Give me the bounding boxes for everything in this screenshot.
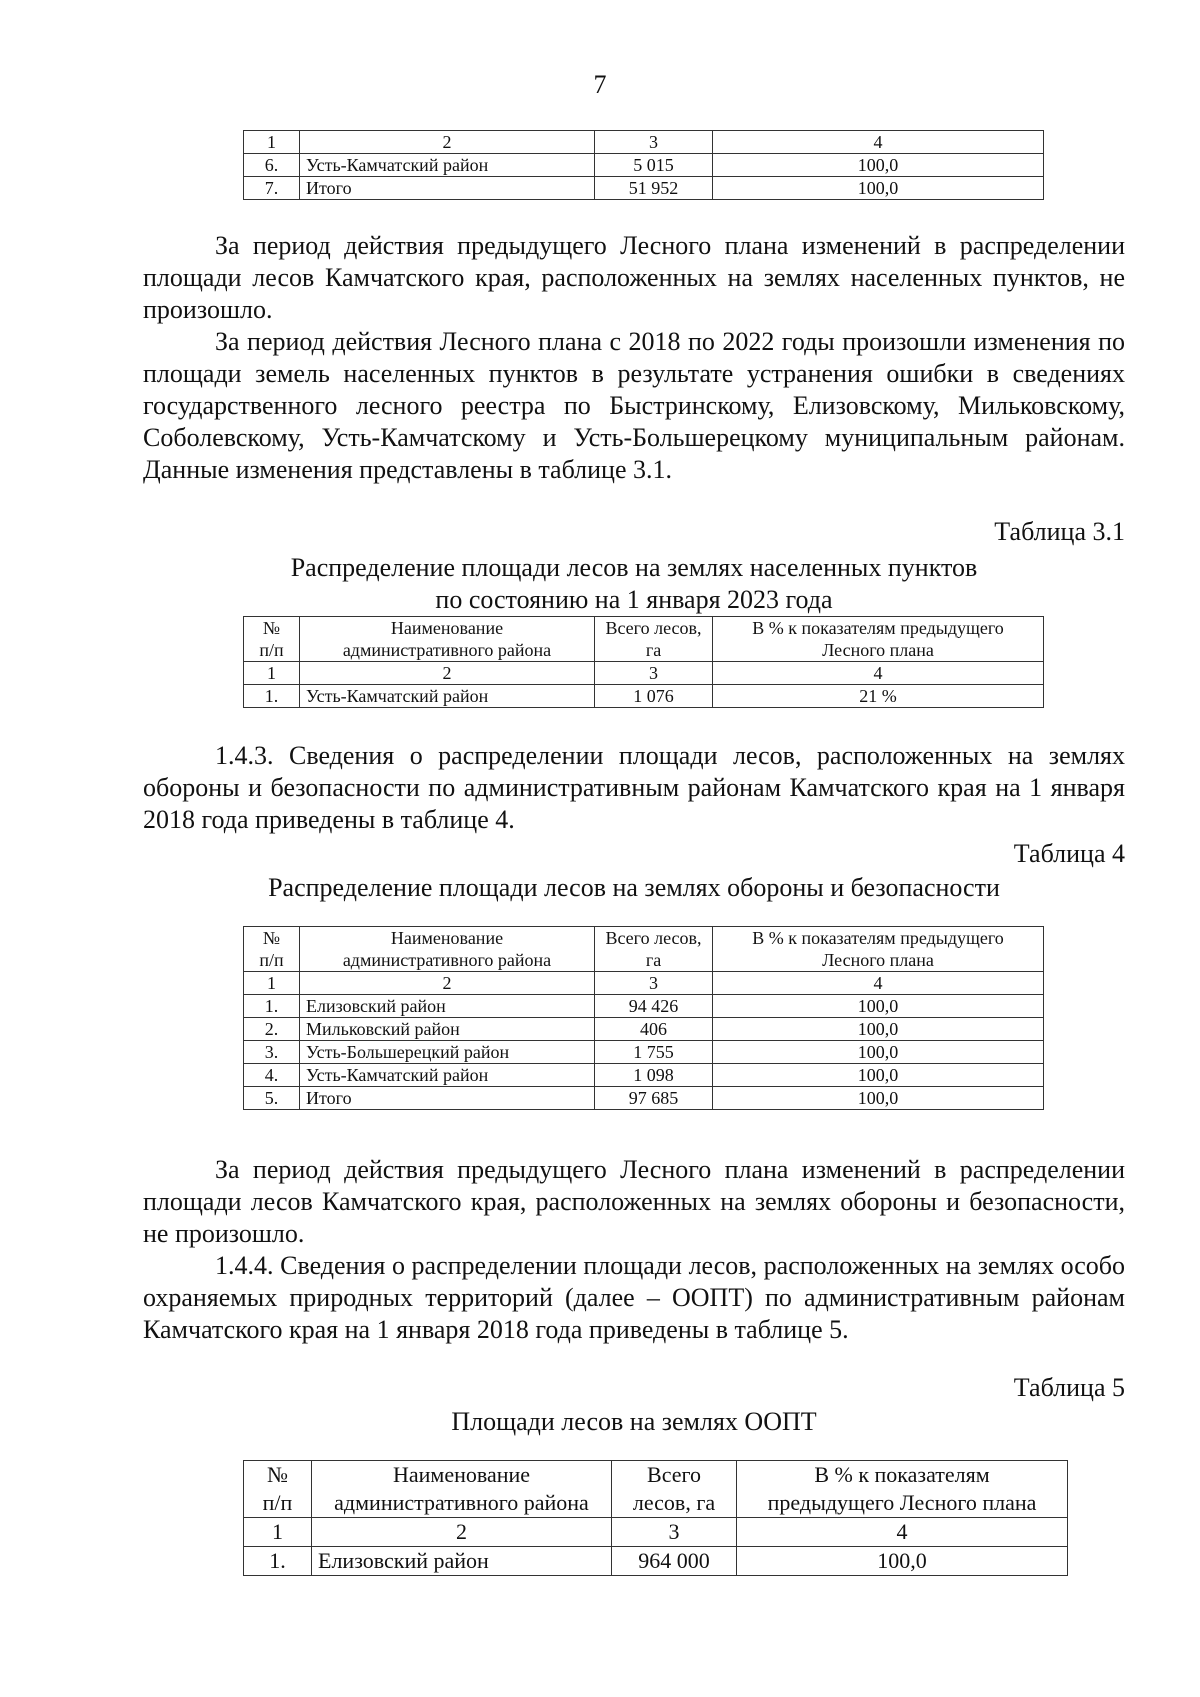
cell: 4 bbox=[737, 1518, 1068, 1547]
table-row bbox=[244, 1518, 1068, 1547]
cell: 7. bbox=[244, 177, 300, 200]
cell: 1 bbox=[244, 662, 300, 685]
table-3-1-label: Таблица 3.1 bbox=[994, 517, 1125, 546]
table-5 bbox=[243, 1460, 1068, 1576]
cell: 1 076 bbox=[595, 685, 713, 708]
cell: 406 bbox=[595, 1018, 713, 1041]
cell: 5. bbox=[244, 1087, 300, 1110]
cell: 4 bbox=[713, 972, 1044, 995]
cell: 1 bbox=[244, 131, 300, 154]
cell: 100,0 bbox=[737, 1547, 1068, 1576]
cell: 6. bbox=[244, 154, 300, 177]
cell: 100,0 bbox=[713, 1087, 1044, 1110]
table-3-1-title-line2: по состоянию на 1 января 2023 года bbox=[435, 585, 833, 614]
header-cell: Наименование административного района bbox=[312, 1461, 612, 1518]
header-cell: Всего лесов, га bbox=[595, 617, 713, 662]
table-row bbox=[244, 972, 1044, 995]
table-header-row bbox=[244, 927, 1044, 972]
table-row bbox=[244, 131, 1044, 154]
table-4-label: Таблица 4 bbox=[1013, 839, 1125, 868]
paragraph-1: За период действия предыдущего Лесного плана изменений в распределении площади лесов Камчатского края, расположенных на землях населенных пунктов, не произошло. bbox=[143, 231, 1125, 324]
cell: Итого bbox=[300, 1087, 595, 1110]
table-row bbox=[244, 995, 1044, 1018]
cell: 2 bbox=[300, 131, 595, 154]
cell: 2 bbox=[300, 662, 595, 685]
cell: 3 bbox=[595, 972, 713, 995]
table-4-title: Распределение площади лесов на землях обороны и безопасности bbox=[268, 873, 1000, 902]
header-cell: Всего лесов, га bbox=[612, 1461, 737, 1518]
cell: 4 bbox=[713, 131, 1044, 154]
cell: 3 bbox=[595, 662, 713, 685]
cell: 2. bbox=[244, 1018, 300, 1041]
header-cell: В % к показателям предыдущего Лесного плана bbox=[713, 927, 1044, 972]
cell: 5 015 bbox=[595, 154, 713, 177]
cell: Елизовский район bbox=[312, 1547, 612, 1576]
cell: 2 bbox=[300, 972, 595, 995]
cell: 3 bbox=[612, 1518, 737, 1547]
table-row bbox=[244, 1087, 1044, 1110]
header-cell: Наименование административного района bbox=[300, 927, 595, 972]
cell: 1 098 bbox=[595, 1064, 713, 1087]
cell: 964 000 bbox=[612, 1547, 737, 1576]
table-row bbox=[244, 685, 1044, 708]
table-4 bbox=[243, 926, 1044, 1110]
table-5-label: Таблица 5 bbox=[1013, 1373, 1125, 1402]
header-cell: Всего лесов, га bbox=[595, 927, 713, 972]
table-header-row bbox=[244, 617, 1044, 662]
header-cell: № п/п bbox=[244, 1461, 312, 1518]
cell: Усть-Камчатский район bbox=[300, 1064, 595, 1087]
cell: 97 685 bbox=[595, 1087, 713, 1110]
cell: Усть-Камчатский район bbox=[300, 154, 595, 177]
table-row bbox=[244, 1064, 1044, 1087]
cell: 1 bbox=[244, 1518, 312, 1547]
cell: 1 bbox=[244, 972, 300, 995]
table-header-row bbox=[244, 1461, 1068, 1518]
table-row bbox=[244, 662, 1044, 685]
cell: 51 952 bbox=[595, 177, 713, 200]
cell: 4 bbox=[713, 662, 1044, 685]
header-cell: № п/п bbox=[244, 617, 300, 662]
table-row bbox=[244, 1547, 1068, 1576]
header-cell: В % к показателям предыдущего Лесного плана bbox=[737, 1461, 1068, 1518]
cell: 1 755 bbox=[595, 1041, 713, 1064]
table-3-1 bbox=[243, 616, 1044, 708]
cell: 100,0 bbox=[713, 154, 1044, 177]
cell: Усть-Большерецкий район bbox=[300, 1041, 595, 1064]
header-cell: Наименование административного района bbox=[300, 617, 595, 662]
cell: Мильковский район bbox=[300, 1018, 595, 1041]
table-3-1-title-line1: Распределение площади лесов на землях населенных пунктов bbox=[290, 553, 978, 582]
table-5-title: Площади лесов на землях ООПТ bbox=[451, 1407, 817, 1436]
cell: 3 bbox=[595, 131, 713, 154]
cell: 100,0 bbox=[713, 177, 1044, 200]
paragraph-4: За период действия предыдущего Лесного плана изменений в распределении площади лесов Камчатского края, расположенных на землях обороны и безопасности, не произошло. bbox=[143, 1155, 1125, 1248]
cell: 94 426 bbox=[595, 995, 713, 1018]
table-row bbox=[244, 1018, 1044, 1041]
cell: 4. bbox=[244, 1064, 300, 1087]
cell: 1. bbox=[244, 685, 300, 708]
cell: Итого bbox=[300, 177, 595, 200]
table-row bbox=[244, 1041, 1044, 1064]
table-row bbox=[244, 177, 1044, 200]
paragraph-2: За период действия Лесного плана с 2018 по 2022 годы произошли изменения по площади земель населенных пунктов в результате устранения ошибки в сведениях государственного лесного реестра по Быстринскому, Елизовскому, Мильковскому, Соболевскому, Усть-Камчатскому и Усть-Большерецкому муниципальным районам. Данные изменения представлены в таблице 3.1. bbox=[143, 327, 1125, 484]
cell: 3. bbox=[244, 1041, 300, 1064]
cell: 100,0 bbox=[713, 1064, 1044, 1087]
cell: 1. bbox=[244, 1547, 312, 1576]
table-continued bbox=[243, 130, 1044, 200]
cell: Усть-Камчатский район bbox=[300, 685, 595, 708]
paragraph-5: 1.4.4. Сведения о распределении площади лесов, расположенных на землях особо охраняемых природных территорий (далее – ООПТ) по административным районам Камчатского края на 1 января 2018 года приведены в таблице 5. bbox=[143, 1251, 1125, 1344]
cell: 100,0 bbox=[713, 1018, 1044, 1041]
cell: Елизовский район bbox=[300, 995, 595, 1018]
cell: 1. bbox=[244, 995, 300, 1018]
paragraph-3: 1.4.3. Сведения о распределении площади лесов, расположенных на землях обороны и безопасности по административным районам Камчатского края на 1 января 2018 года приведены в таблице 4. bbox=[143, 741, 1125, 834]
cell: 100,0 bbox=[713, 995, 1044, 1018]
cell: 100,0 bbox=[713, 1041, 1044, 1064]
header-cell: № п/п bbox=[244, 927, 300, 972]
cell: 2 bbox=[312, 1518, 612, 1547]
page-number: 7 bbox=[593, 70, 607, 99]
header-cell: В % к показателям предыдущего Лесного плана bbox=[713, 617, 1044, 662]
table-row bbox=[244, 154, 1044, 177]
cell: 21 % bbox=[713, 685, 1044, 708]
